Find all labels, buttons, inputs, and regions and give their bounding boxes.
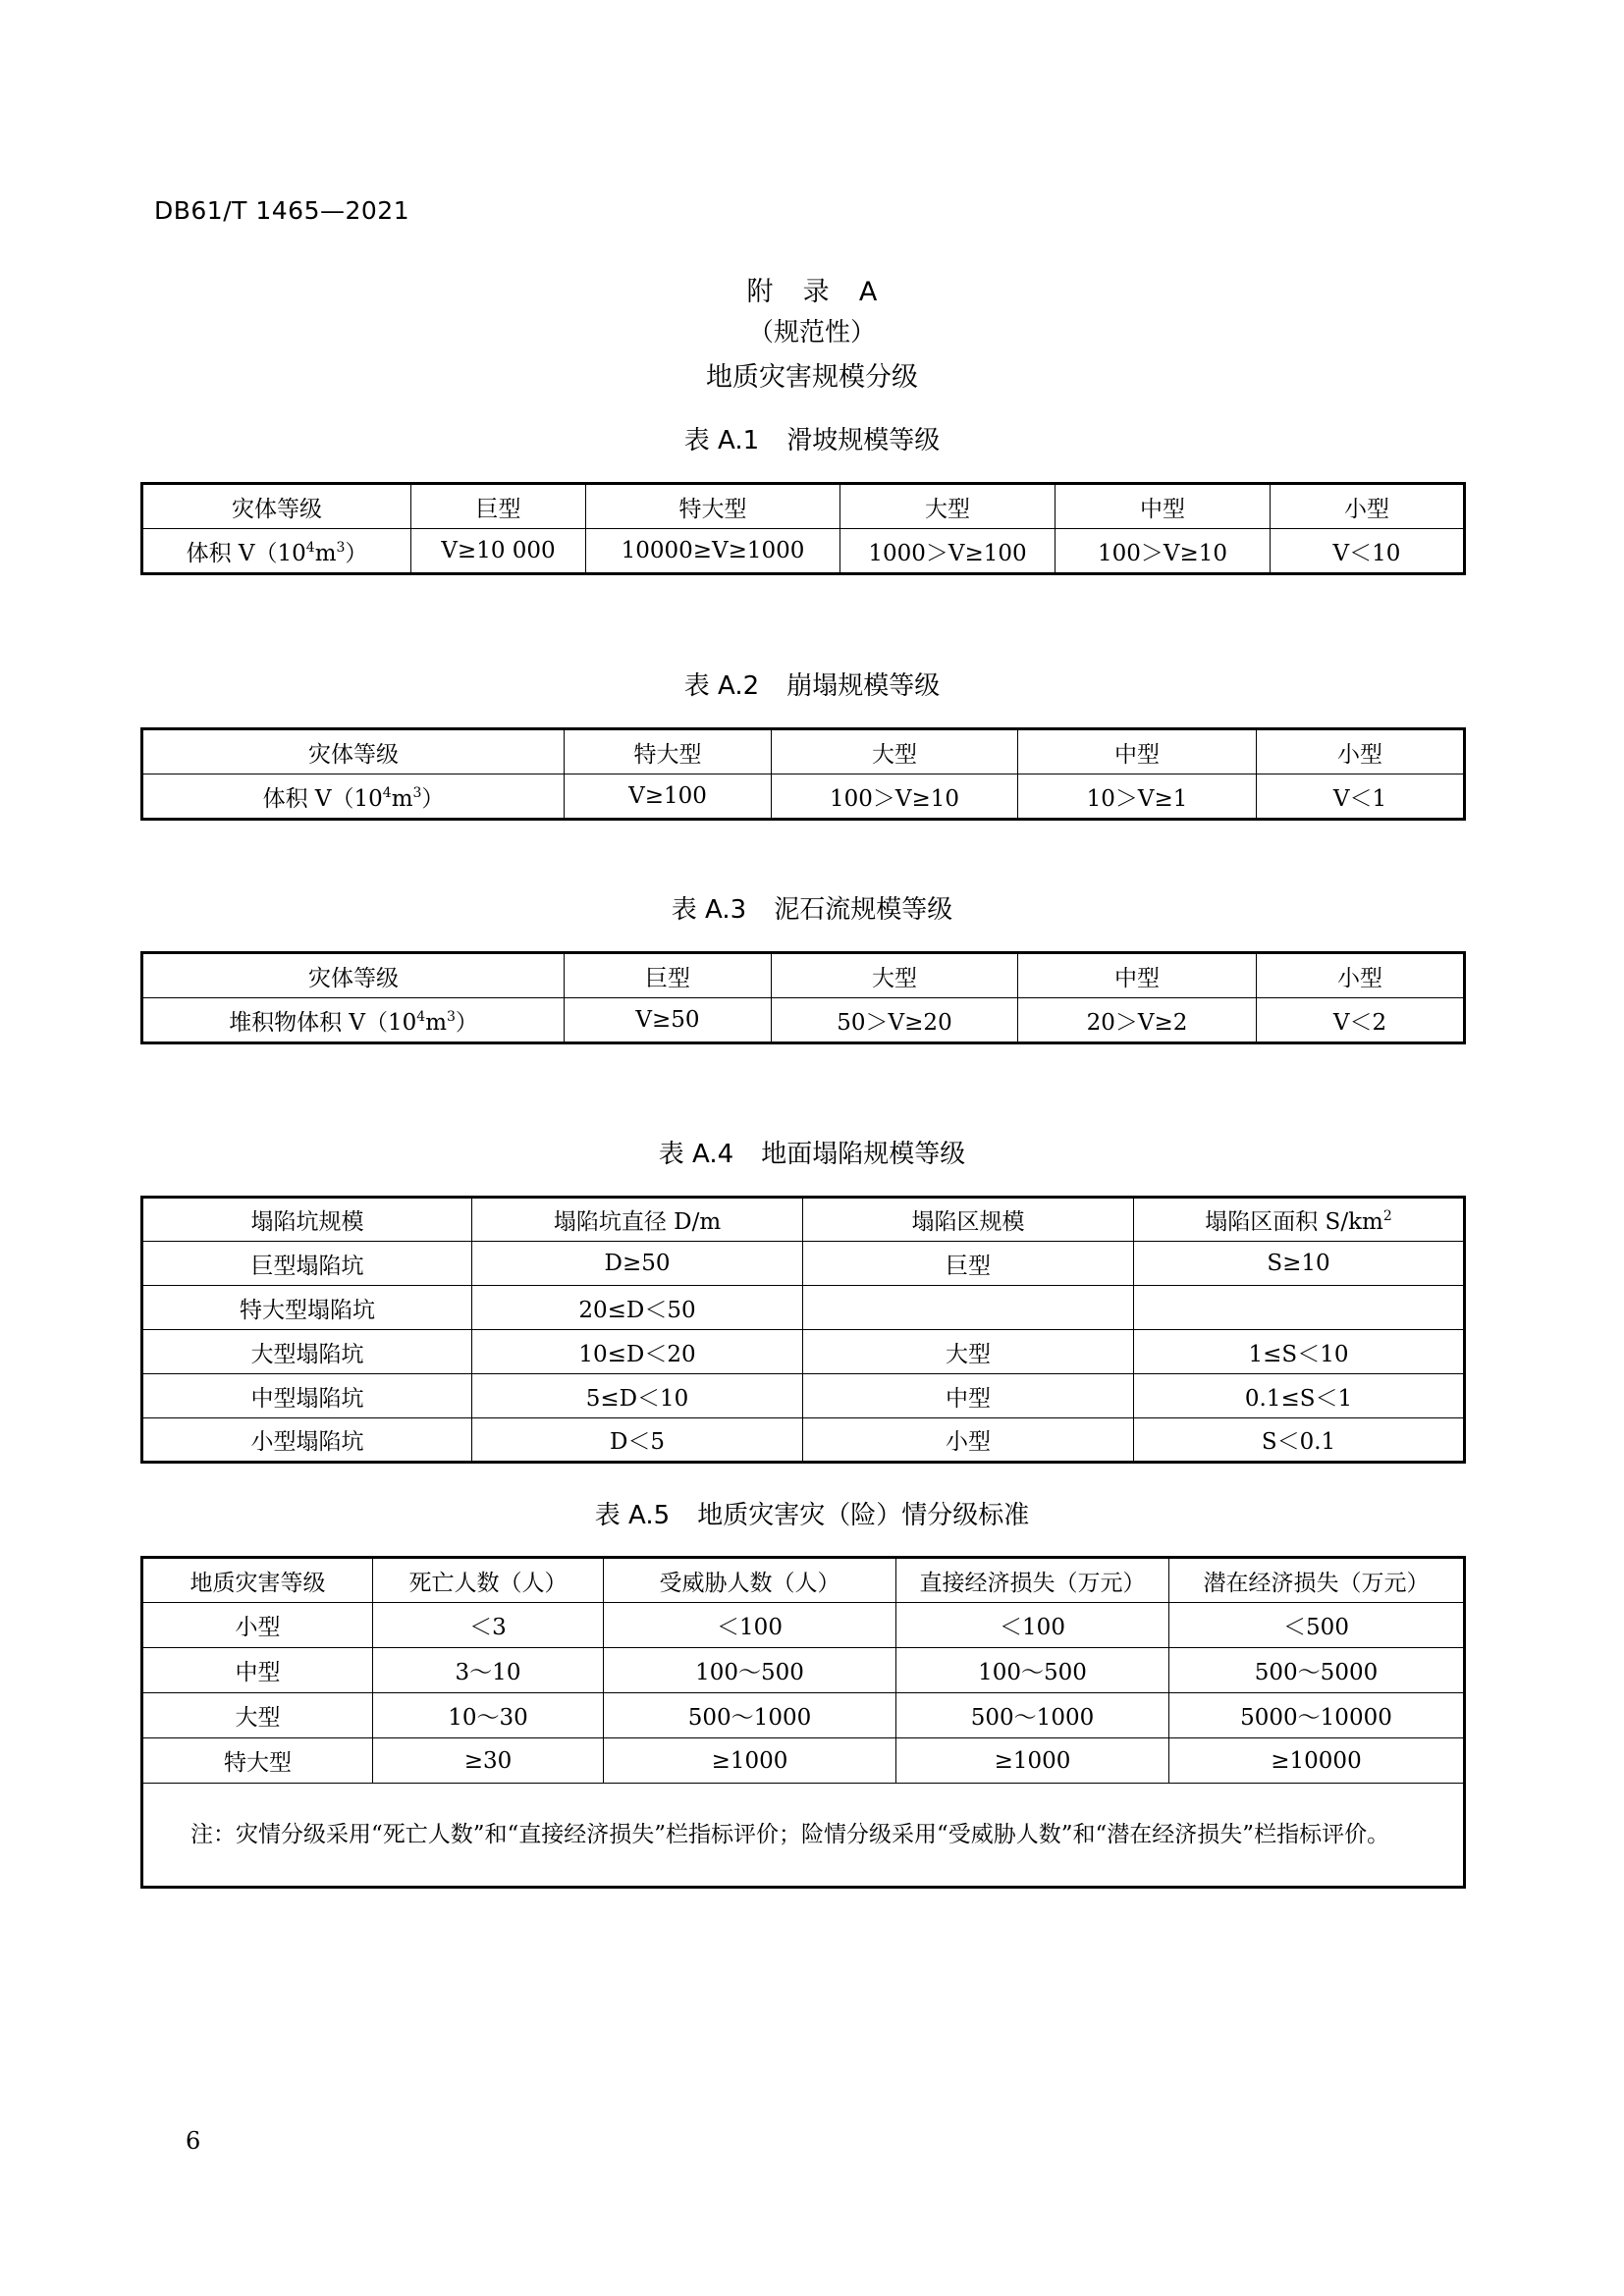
table2-caption: 表 A.2 崩塌规模等级 — [683, 671, 941, 701]
table1-grade-cell: 特大型 — [586, 484, 840, 529]
table5-cell: 500～1000 — [604, 1693, 896, 1738]
table5-header-cell: 直接经济损失（万元） — [896, 1558, 1169, 1603]
table3-value-cell: 50＞V≥20 — [772, 998, 1018, 1043]
table4-cell: 大型 — [803, 1330, 1134, 1374]
table5-header-cell: 死亡人数（人） — [373, 1558, 604, 1603]
table-row — [142, 1374, 1465, 1418]
table5-header-cell: 地质灾害等级 — [142, 1558, 373, 1603]
table-row — [142, 1286, 1465, 1330]
table5-cell: 5000～10000 — [1169, 1693, 1465, 1738]
table1-value-cell: 10000≥V≥1000 — [586, 529, 840, 574]
table1-grade-cell: 大型 — [840, 484, 1056, 529]
table3-grade-cell: 巨型 — [565, 953, 772, 998]
table3-debris-flow — [140, 951, 1466, 1044]
table4-cell: 10≤D＜20 — [472, 1330, 803, 1374]
table5-note — [142, 1784, 1465, 1888]
table4-cell: 大型塌陷坑 — [142, 1330, 472, 1374]
table2-value-cell: V＜1 — [1257, 774, 1465, 820]
table4-cell — [1134, 1286, 1465, 1330]
table2-grade-cell: 大型 — [772, 729, 1018, 774]
table4-cell: 中型塌陷坑 — [142, 1374, 472, 1418]
table5-cell: 大型 — [142, 1693, 373, 1738]
table-row — [142, 1648, 1465, 1693]
table4-header-cell: 塌陷坑直径 D/m — [472, 1198, 803, 1242]
table1-grade-cell: 小型 — [1271, 484, 1465, 529]
table4-cell: D≥50 — [472, 1242, 803, 1286]
appendix-type: （规范性） — [747, 318, 876, 347]
table3-grade-cell: 小型 — [1257, 953, 1465, 998]
table5-cell: ≥1000 — [896, 1738, 1169, 1784]
table2-header-cell: 灾体等级 — [142, 729, 565, 774]
table4-cell: 小型塌陷坑 — [142, 1418, 472, 1463]
table5-cell: 500～5000 — [1169, 1648, 1465, 1693]
table4-cell: 特大型塌陷坑 — [142, 1286, 472, 1330]
note-text: 灾情分级采用“死亡人数”和“直接经济损失”栏指标评价；险情分级采用“受威胁人数”和“潜在经济损失”栏指标评价。 — [236, 1822, 1390, 1847]
table1-grade-cell: 巨型 — [411, 484, 586, 529]
table4-cell: 5≤D＜10 — [472, 1374, 803, 1418]
table5-cell: ≥1000 — [604, 1738, 896, 1784]
table4-ground-subsidence — [140, 1196, 1466, 1464]
table-row — [142, 1418, 1465, 1463]
appendix-main-title: 地质灾害规模分级 — [706, 362, 918, 393]
table5-caption: 表 A.5 地质灾害灾（险）情分级标准 — [594, 1501, 1030, 1530]
table2-grade-cell: 中型 — [1018, 729, 1257, 774]
table4-cell: 小型 — [803, 1418, 1134, 1463]
table1-value-cell: V＜10 — [1271, 529, 1465, 574]
table4-cell: 巨型塌陷坑 — [142, 1242, 472, 1286]
doc-code-header: DB61/T 1465—2021 — [154, 196, 410, 225]
table4-caption: 表 A.4 地面塌陷规模等级 — [658, 1140, 966, 1169]
table-row — [142, 1330, 1465, 1374]
table2-value-cell: 10＞V≥1 — [1018, 774, 1257, 820]
table4-header-cell: 塌陷坑规模 — [142, 1198, 472, 1242]
table5-cell: ≥30 — [373, 1738, 604, 1784]
table5-cell: 500～1000 — [896, 1693, 1169, 1738]
table5-cell: ＜100 — [896, 1603, 1169, 1648]
table-row — [142, 1603, 1465, 1648]
table-row — [142, 1738, 1465, 1784]
table3-header-cell: 灾体等级 — [142, 953, 565, 998]
table5-cell: 100～500 — [604, 1648, 896, 1693]
table3-grade-cell: 中型 — [1018, 953, 1257, 998]
table2-collapse — [140, 727, 1466, 821]
table2-row-label: 体积 $V(10^4m^3)$ — [142, 774, 565, 820]
table3-caption: 表 A.3 泥石流规模等级 — [671, 895, 953, 925]
appendix-title: 附 录 A — [746, 277, 878, 307]
note-label: 注： — [190, 1822, 236, 1847]
table4-cell: S≥10 — [1134, 1242, 1465, 1286]
table5-cell: ≥10000 — [1169, 1738, 1465, 1784]
table4-cell: 20≤D＜50 — [472, 1286, 803, 1330]
table2-value-cell: 100＞V≥10 — [772, 774, 1018, 820]
table5-cell: 小型 — [142, 1603, 373, 1648]
table3-value-cell: V≥50 — [565, 998, 772, 1043]
table5-cell: 10～30 — [373, 1693, 604, 1738]
table4-cell: S＜0.1 — [1134, 1418, 1465, 1463]
table4-cell: 1≤S＜10 — [1134, 1330, 1465, 1374]
table4-cell: 巨型 — [803, 1242, 1134, 1286]
table1-value-cell: V≥10 000 — [411, 529, 586, 574]
table4-cell: 中型 — [803, 1374, 1134, 1418]
table1-value-cell: 100＞V≥10 — [1056, 529, 1271, 574]
table5-disaster-grading — [140, 1556, 1466, 1889]
table4-cell: 0.1≤S＜1 — [1134, 1374, 1465, 1418]
table1-row-label: 体积 $V(10^4m^3)$ — [142, 529, 411, 574]
table4-cell — [803, 1286, 1134, 1330]
table3-value-cell: V＜2 — [1257, 998, 1465, 1043]
table5-cell: ＜3 — [373, 1603, 604, 1648]
table4-cell: D＜5 — [472, 1418, 803, 1463]
table1-header-cell: 灾体等级 — [142, 484, 411, 529]
table-row — [142, 1242, 1465, 1286]
table3-value-cell: 20＞V≥2 — [1018, 998, 1257, 1043]
table5-cell: 3～10 — [373, 1648, 604, 1693]
table5-cell: 100～500 — [896, 1648, 1169, 1693]
table4-header-cell: 塌陷区规模 — [803, 1198, 1134, 1242]
page-number: 6 — [186, 2127, 201, 2155]
table2-grade-cell: 特大型 — [565, 729, 772, 774]
table5-header-cell: 潜在经济损失（万元） — [1169, 1558, 1465, 1603]
table1-caption: 表 A.1 滑坡规模等级 — [683, 426, 941, 455]
table2-value-cell: V≥100 — [565, 774, 772, 820]
table5-cell: ＜500 — [1169, 1603, 1465, 1648]
table3-row-label: 堆积物体积 $V(10^4m^3)$ — [142, 998, 565, 1043]
table4-header-cell: 塌陷区面积 $S/km^2$ — [1134, 1198, 1465, 1242]
table-row — [142, 1693, 1465, 1738]
table5-cell: ＜100 — [604, 1603, 896, 1648]
table5-cell: 中型 — [142, 1648, 373, 1693]
table2-grade-cell: 小型 — [1257, 729, 1465, 774]
table1-landslide — [140, 482, 1466, 575]
table3-grade-cell: 大型 — [772, 953, 1018, 998]
table5-cell: 特大型 — [142, 1738, 373, 1784]
table1-value-cell: 1000＞V≥100 — [840, 529, 1056, 574]
table1-grade-cell: 中型 — [1056, 484, 1271, 529]
table5-header-cell: 受威胁人数（人） — [604, 1558, 896, 1603]
